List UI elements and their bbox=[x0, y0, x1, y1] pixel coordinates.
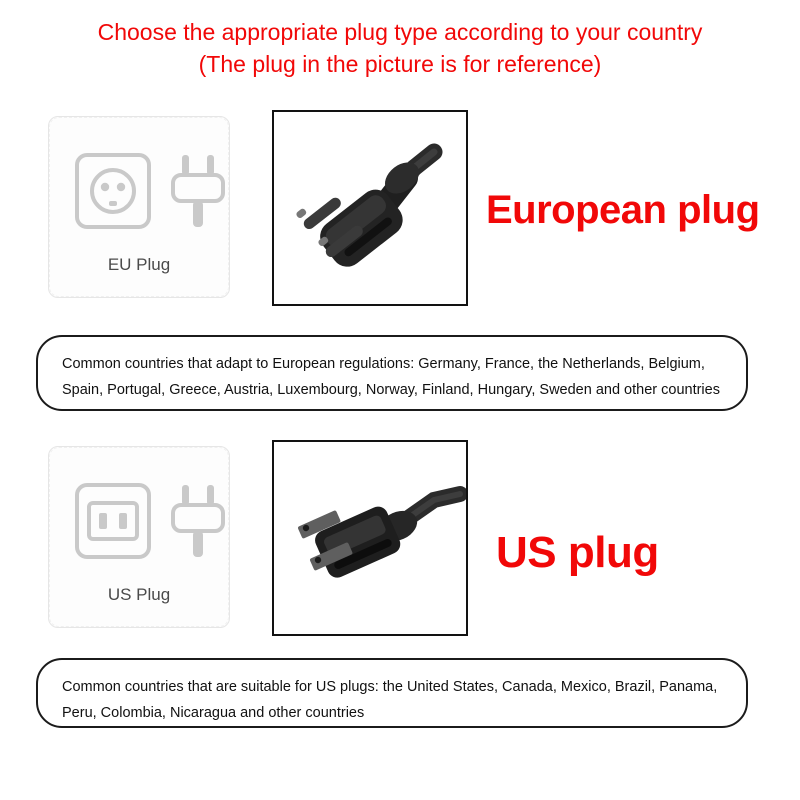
european-plug-photo bbox=[272, 110, 468, 306]
eu-plug-icon bbox=[167, 153, 229, 229]
page-title bbox=[0, 16, 800, 80]
us-countries-note: Common countries that are suitable for US plugs: the United States, Canada, Mexico, Brazil, Panama, Peru, Colombia, Nicaragua and other countries bbox=[36, 658, 748, 728]
us-plug-icon bbox=[167, 483, 229, 559]
us-plug-photo bbox=[272, 440, 468, 636]
eu-icon-row bbox=[49, 147, 229, 237]
us-icon-row bbox=[49, 477, 229, 567]
us-plug-icon-card bbox=[48, 446, 230, 628]
page-title-line-2: (The plug in the picture is for reference) bbox=[198, 51, 602, 77]
us-plug-label: US plug bbox=[496, 528, 659, 577]
eu-countries-note: Common countries that adapt to European regulations: Germany, France, the Netherlands, Belgium, Spain, Portugal, Greece, Austria, Luxembourg, Norway, Finland, Hungary, Sweden and other countries bbox=[36, 335, 748, 411]
eu-plug-icon-caption: EU Plug bbox=[107, 255, 171, 274]
us-socket-icon bbox=[75, 483, 151, 559]
european-plug-label: European plug bbox=[486, 188, 760, 232]
eu-plug-icon-card bbox=[48, 116, 230, 298]
page-title-line-1: Choose the appropriate plug type according to your country bbox=[97, 19, 703, 45]
eu-socket-icon bbox=[75, 153, 151, 229]
us-plug-icon-caption: US Plug bbox=[107, 585, 171, 604]
